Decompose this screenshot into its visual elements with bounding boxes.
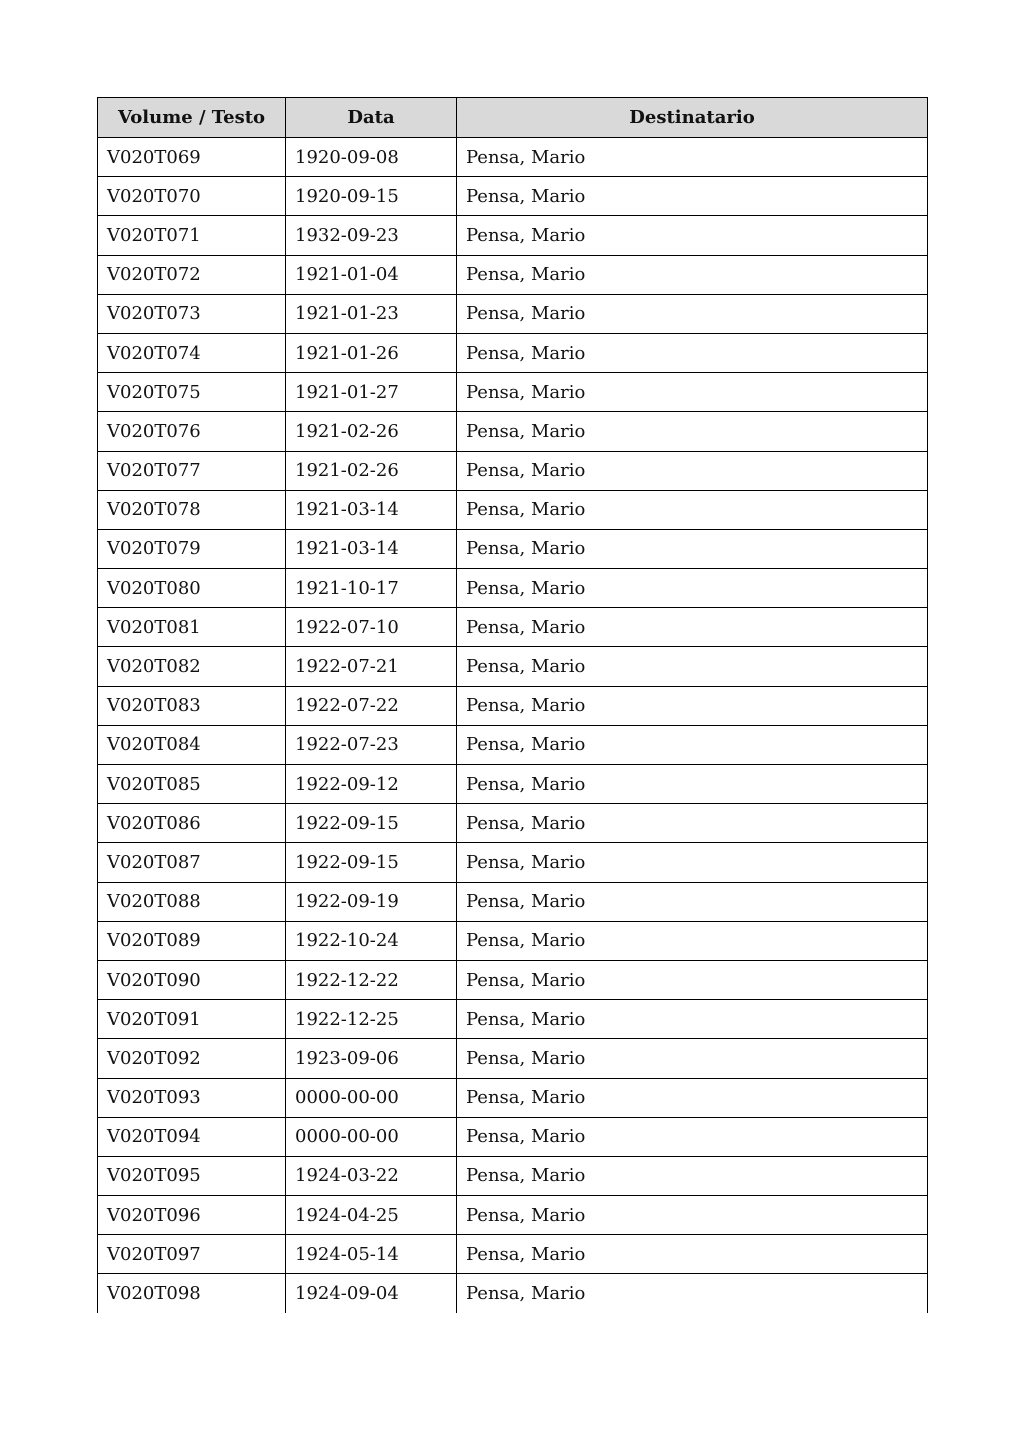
cell-volume-testo: V020T073 <box>98 294 286 333</box>
table-row <box>98 451 928 490</box>
table-row <box>98 960 928 999</box>
cell-data: 1920-09-08 <box>286 138 457 177</box>
cell-destinatario: Pensa, Mario <box>457 451 928 490</box>
cell-destinatario: Pensa, Mario <box>457 608 928 647</box>
cell-data: 1921-01-26 <box>286 333 457 372</box>
table-row <box>98 1078 928 1117</box>
cell-data: 1920-09-15 <box>286 177 457 216</box>
cell-destinatario: Pensa, Mario <box>457 177 928 216</box>
table-row <box>98 1000 928 1039</box>
cell-destinatario: Pensa, Mario <box>457 725 928 764</box>
cell-data: 1924-05-14 <box>286 1235 457 1274</box>
table-row <box>98 608 928 647</box>
cell-destinatario: Pensa, Mario <box>457 843 928 882</box>
cell-data: 0000-00-00 <box>286 1117 457 1156</box>
cell-volume-testo: V020T071 <box>98 216 286 255</box>
table-row <box>98 490 928 529</box>
cell-destinatario: Pensa, Mario <box>457 138 928 177</box>
cell-volume-testo: V020T080 <box>98 569 286 608</box>
cell-volume-testo: V020T087 <box>98 843 286 882</box>
table-row <box>98 647 928 686</box>
table-header <box>98 98 928 138</box>
table-row <box>98 882 928 921</box>
cell-data: 1922-12-22 <box>286 960 457 999</box>
cell-data: 1922-09-12 <box>286 765 457 804</box>
cell-destinatario: Pensa, Mario <box>457 569 928 608</box>
cell-destinatario: Pensa, Mario <box>457 294 928 333</box>
cell-data: 1922-10-24 <box>286 921 457 960</box>
cell-destinatario: Pensa, Mario <box>457 804 928 843</box>
cell-volume-testo: V020T088 <box>98 882 286 921</box>
cell-data: 1921-02-26 <box>286 412 457 451</box>
cell-destinatario: Pensa, Mario <box>457 1156 928 1195</box>
cell-destinatario: Pensa, Mario <box>457 412 928 451</box>
table-row <box>98 412 928 451</box>
cell-volume-testo: V020T098 <box>98 1274 286 1313</box>
cell-data: 1924-09-04 <box>286 1274 457 1313</box>
cell-destinatario: Pensa, Mario <box>457 216 928 255</box>
cell-volume-testo: V020T092 <box>98 1039 286 1078</box>
table-row <box>98 1156 928 1195</box>
table-row <box>98 725 928 764</box>
cell-data: 1922-07-22 <box>286 686 457 725</box>
cell-volume-testo: V020T085 <box>98 765 286 804</box>
cell-destinatario: Pensa, Mario <box>457 1000 928 1039</box>
cell-volume-testo: V020T093 <box>98 1078 286 1117</box>
cell-volume-testo: V020T076 <box>98 412 286 451</box>
table-row <box>98 373 928 412</box>
cell-destinatario: Pensa, Mario <box>457 1196 928 1235</box>
cell-data: 1921-01-23 <box>286 294 457 333</box>
cell-volume-testo: V020T089 <box>98 921 286 960</box>
letters-table <box>97 97 928 1313</box>
cell-destinatario: Pensa, Mario <box>457 1235 928 1274</box>
column-header-data: Data <box>286 98 457 138</box>
cell-data: 1922-07-21 <box>286 647 457 686</box>
table-row <box>98 1117 928 1156</box>
cell-destinatario: Pensa, Mario <box>457 1274 928 1313</box>
cell-data: 1922-09-15 <box>286 843 457 882</box>
table-row <box>98 255 928 294</box>
cell-destinatario: Pensa, Mario <box>457 960 928 999</box>
table-row <box>98 177 928 216</box>
cell-destinatario: Pensa, Mario <box>457 373 928 412</box>
table-row <box>98 1274 928 1313</box>
cell-destinatario: Pensa, Mario <box>457 882 928 921</box>
cell-volume-testo: V020T081 <box>98 608 286 647</box>
table-row <box>98 1235 928 1274</box>
cell-volume-testo: V020T090 <box>98 960 286 999</box>
cell-destinatario: Pensa, Mario <box>457 686 928 725</box>
cell-destinatario: Pensa, Mario <box>457 1078 928 1117</box>
cell-destinatario: Pensa, Mario <box>457 765 928 804</box>
cell-data: 1921-10-17 <box>286 569 457 608</box>
cell-volume-testo: V020T069 <box>98 138 286 177</box>
cell-destinatario: Pensa, Mario <box>457 255 928 294</box>
cell-volume-testo: V020T084 <box>98 725 286 764</box>
cell-volume-testo: V020T070 <box>98 177 286 216</box>
header-row <box>98 98 928 138</box>
cell-data: 1924-03-22 <box>286 1156 457 1195</box>
cell-volume-testo: V020T074 <box>98 333 286 372</box>
table-row <box>98 569 928 608</box>
table-row <box>98 804 928 843</box>
cell-data: 1921-03-14 <box>286 490 457 529</box>
cell-data: 1922-07-10 <box>286 608 457 647</box>
column-header-volume-testo: Volume / Testo <box>98 98 286 138</box>
column-header-destinatario: Destinatario <box>457 98 928 138</box>
table-row <box>98 138 928 177</box>
cell-data: 1922-09-15 <box>286 804 457 843</box>
cell-destinatario: Pensa, Mario <box>457 1117 928 1156</box>
cell-volume-testo: V020T078 <box>98 490 286 529</box>
table-row <box>98 216 928 255</box>
cell-data: 1921-01-04 <box>286 255 457 294</box>
cell-volume-testo: V020T086 <box>98 804 286 843</box>
table-row <box>98 1039 928 1078</box>
cell-volume-testo: V020T083 <box>98 686 286 725</box>
cell-volume-testo: V020T082 <box>98 647 286 686</box>
cell-volume-testo: V020T094 <box>98 1117 286 1156</box>
table-row <box>98 843 928 882</box>
table-body <box>98 138 928 1314</box>
table-row <box>98 686 928 725</box>
cell-volume-testo: V020T075 <box>98 373 286 412</box>
cell-destinatario: Pensa, Mario <box>457 490 928 529</box>
cell-volume-testo: V020T097 <box>98 1235 286 1274</box>
cell-data: 1924-04-25 <box>286 1196 457 1235</box>
cell-data: 1932-09-23 <box>286 216 457 255</box>
cell-volume-testo: V020T095 <box>98 1156 286 1195</box>
cell-data: 1923-09-06 <box>286 1039 457 1078</box>
table-row <box>98 765 928 804</box>
table-row <box>98 529 928 568</box>
cell-destinatario: Pensa, Mario <box>457 333 928 372</box>
cell-data: 1921-01-27 <box>286 373 457 412</box>
cell-data: 1922-07-23 <box>286 725 457 764</box>
cell-data: 0000-00-00 <box>286 1078 457 1117</box>
cell-volume-testo: V020T091 <box>98 1000 286 1039</box>
cell-volume-testo: V020T096 <box>98 1196 286 1235</box>
table-row <box>98 1196 928 1235</box>
cell-data: 1921-02-26 <box>286 451 457 490</box>
table-row <box>98 333 928 372</box>
cell-data: 1921-03-14 <box>286 529 457 568</box>
cell-destinatario: Pensa, Mario <box>457 921 928 960</box>
cell-destinatario: Pensa, Mario <box>457 647 928 686</box>
table-row <box>98 921 928 960</box>
table-row <box>98 294 928 333</box>
cell-volume-testo: V020T072 <box>98 255 286 294</box>
cell-destinatario: Pensa, Mario <box>457 1039 928 1078</box>
cell-data: 1922-12-25 <box>286 1000 457 1039</box>
cell-volume-testo: V020T079 <box>98 529 286 568</box>
cell-destinatario: Pensa, Mario <box>457 529 928 568</box>
cell-volume-testo: V020T077 <box>98 451 286 490</box>
cell-data: 1922-09-19 <box>286 882 457 921</box>
